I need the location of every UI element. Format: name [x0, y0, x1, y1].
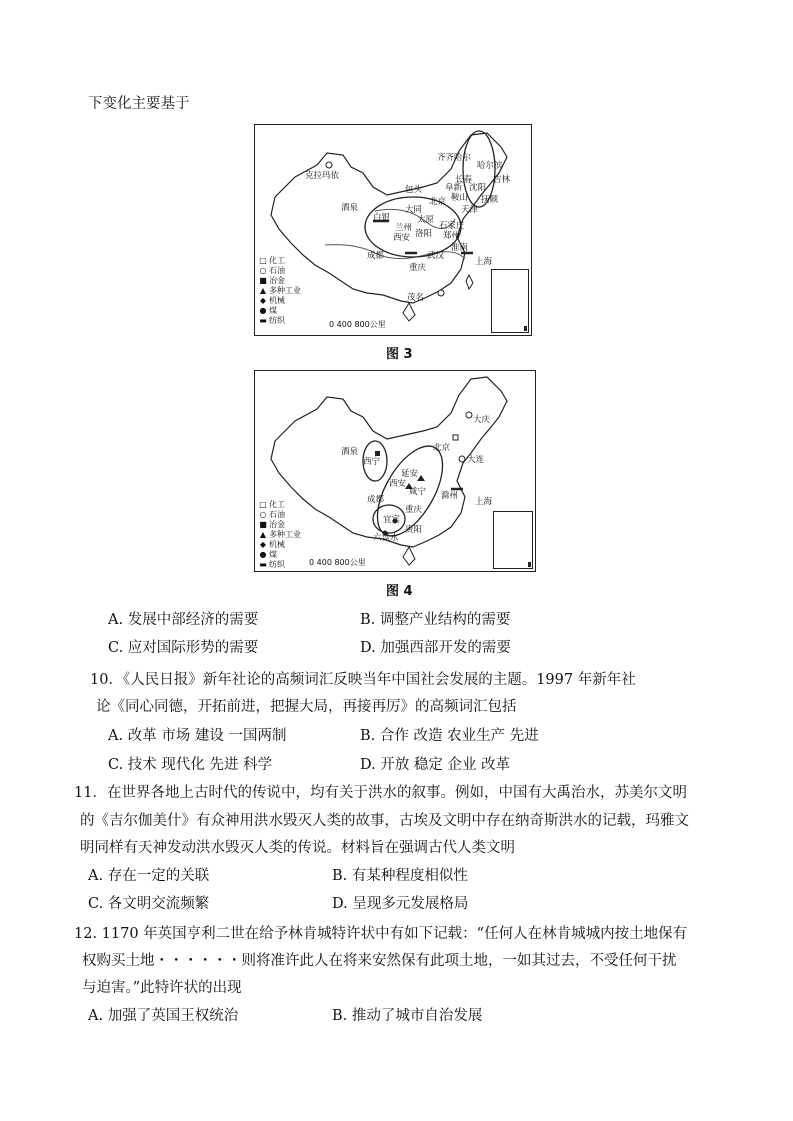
- city-label: 茂名: [407, 293, 425, 303]
- city-label: 六盘水: [373, 533, 399, 543]
- legend-symbol: ▬: [259, 315, 267, 325]
- inset-tag: [524, 326, 527, 331]
- q10-option-c: C. 技术 现代化 先进 科学: [108, 757, 273, 773]
- city-label: 重庆: [409, 263, 427, 273]
- legend-label: 石油: [269, 265, 285, 275]
- q11-option-d: D. 呈现多元发展格局: [332, 896, 469, 912]
- q9-option-c: C. 应对国际形势的需要: [108, 640, 259, 656]
- legend-label: 多种工业: [269, 285, 301, 295]
- city-label: 大同: [405, 205, 423, 215]
- legend-label: 冶金: [269, 519, 285, 529]
- legend-symbol: ▬: [259, 559, 267, 569]
- south-china-sea-inset: [491, 269, 529, 333]
- city-label: 咸宁: [409, 487, 427, 497]
- legend-symbol: □: [259, 255, 267, 265]
- q12-option-b: B. 推动了城市自治发展: [332, 1008, 483, 1024]
- city-label: 天津: [461, 205, 479, 215]
- city-label: 石家庄: [439, 221, 465, 231]
- map-legend: [257, 255, 323, 325]
- q11-option-a: A. 存在一定的关联: [88, 868, 210, 884]
- legend-symbol: ▲: [259, 529, 267, 539]
- city-label: 大庆: [473, 415, 491, 425]
- city-label: 抚顺: [481, 195, 499, 205]
- legend-label: 化工: [269, 499, 285, 509]
- city-label: 酒泉: [341, 203, 359, 213]
- legend-symbol: ■: [259, 275, 267, 285]
- city-label: 郑州: [443, 231, 461, 241]
- city-label: 克拉玛依: [305, 171, 340, 181]
- inset-tag: [528, 562, 531, 567]
- q10-option-a: A. 改革 市场 建设 一国两制: [108, 728, 287, 744]
- legend-label: 纺织: [269, 559, 285, 569]
- q10-stem-line2: 论《同心同德，开拓前进，把握大局，再接再厉》的高频词汇包括: [96, 699, 517, 715]
- q11-option-c: C. 各文明交流频繁: [88, 896, 210, 912]
- city-label: 沈阳: [469, 183, 487, 193]
- figure4-caption: 图 4: [386, 584, 413, 599]
- city-label: 北京: [429, 197, 447, 207]
- legend-label: 多种工业: [269, 529, 301, 539]
- figure4-map: [254, 370, 536, 572]
- q9-option-b: B. 调整产业结构的需要: [360, 612, 511, 628]
- figure3-map: [254, 124, 532, 336]
- q10-stem-line1: 10．《人民日报》新年社论的高频词汇反映当年中国社会发展的主题。1997 年新年社: [90, 672, 636, 688]
- city-label: 长春: [455, 175, 473, 185]
- city-label: 吉林: [493, 175, 511, 185]
- city-label: 白银: [373, 213, 391, 223]
- legend-symbol: ◆: [259, 539, 267, 549]
- q11-stem-line1: 11．在世界各地上古时代的传说中，均有关于洪水的叙事。例如，中国有大禹治水，苏美尔文明: [74, 785, 687, 801]
- q9-option-d: D. 加强西部开发的需要: [360, 640, 511, 656]
- city-label: 武汉: [427, 251, 445, 261]
- legend-symbol: ■: [259, 519, 267, 529]
- city-label: 鞍山: [451, 193, 469, 203]
- city-label: 成都: [367, 251, 385, 261]
- legend-label: 冶金: [269, 275, 285, 285]
- city-label: 上海: [475, 257, 493, 267]
- legend-label: 煤: [269, 549, 277, 559]
- city-label: 洛阳: [415, 229, 433, 239]
- legend-label: 石油: [269, 509, 285, 519]
- south-china-sea-inset: [493, 511, 533, 569]
- city-label: 西安: [389, 479, 407, 489]
- q11-stem-line2: 的《吉尔伽美什》有众神用洪水毁灭人类的故事，古埃及文明中存在纳奇斯洪水的记载，玛雅文: [80, 813, 689, 829]
- figure3-caption: 图 3: [386, 347, 413, 362]
- city-label: 哈尔滨: [477, 161, 503, 171]
- city-label: 阜新: [445, 183, 463, 193]
- q10-option-b: B. 合作 改造 农业生产 先进: [360, 728, 539, 744]
- q12-stem-line3: 与迫害。”此特许状的出现: [82, 980, 242, 996]
- city-label: 酒泉: [341, 447, 359, 457]
- city-label: 西安: [393, 233, 411, 243]
- city-label: 淮南: [451, 243, 469, 253]
- q10-option-d: D. 开放 稳定 企业 改革: [360, 757, 511, 773]
- q12-option-a: A. 加强了英国王权统治: [88, 1008, 239, 1024]
- map-scale: 0 400 800公里: [329, 320, 386, 329]
- city-label: 太原: [417, 215, 435, 225]
- legend-symbol: ▲: [259, 285, 267, 295]
- city-label: 上海: [475, 497, 493, 507]
- q11-option-b: B. 有某种程度相似性: [332, 868, 468, 884]
- q9-option-a: A. 发展中部经济的需要: [108, 612, 259, 628]
- legend-symbol: ●: [259, 305, 267, 315]
- legend-label: 机械: [269, 295, 285, 305]
- map-scale: 0 400 800公里: [309, 558, 366, 567]
- city-label: 重庆: [405, 505, 423, 515]
- city-label: 北京: [433, 443, 451, 453]
- legend-symbol: □: [259, 499, 267, 509]
- city-label: 滁州: [441, 491, 459, 501]
- city-label: 齐齐哈尔: [437, 153, 472, 163]
- legend-symbol: ●: [259, 549, 267, 559]
- city-label: 贵阳: [405, 525, 423, 535]
- city-label: 兰州: [395, 223, 413, 233]
- city-label: 成都: [367, 495, 385, 505]
- legend-symbol: ○: [259, 265, 267, 275]
- q12-stem-line2: 权购买土地・・・・・・则将准许此人在将来安然保有此项土地，一如其过去，不受任何干扰: [82, 953, 677, 969]
- city-label: 宜宾: [383, 515, 401, 525]
- legend-symbol: ○: [259, 509, 267, 519]
- q11-stem-line3: 明同样有天神发动洪水毁灭人类的传说。材料旨在强调古代人类文明: [80, 840, 515, 856]
- q12-stem-line1: 12. 1170 年英国亨利二世在给予林肯城特许状中有如下记载：“任何人在林肯城城内按土地保有: [74, 926, 688, 942]
- legend-label: 化工: [269, 255, 285, 265]
- city-label: 西宁: [363, 457, 381, 467]
- legend-symbol: ◆: [259, 295, 267, 305]
- city-label: 大连: [467, 455, 485, 465]
- legend-label: 机械: [269, 539, 285, 549]
- legend-label: 纺织: [269, 315, 285, 325]
- question-intro-fragment: 下变化主要基于: [88, 96, 190, 112]
- city-label: 包头: [405, 185, 423, 195]
- legend-label: 煤: [269, 305, 277, 315]
- city-label: 延安: [401, 469, 419, 479]
